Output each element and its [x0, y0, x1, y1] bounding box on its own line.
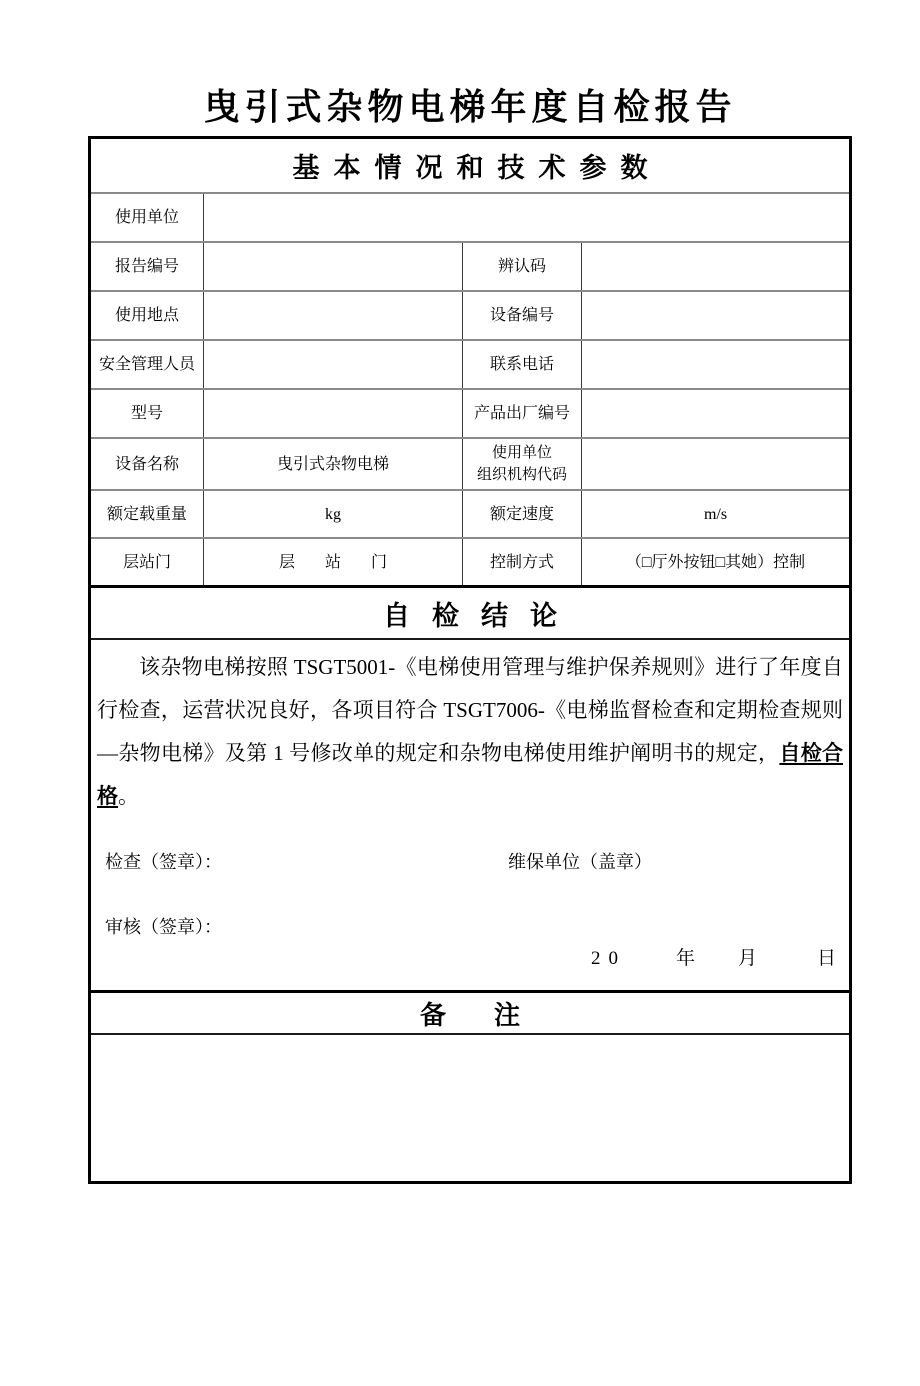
document-title: 曳引式杂物电梯年度自检报告 — [203, 87, 737, 127]
value-contact-phone — [581, 341, 849, 388]
label-floors-stations-doors: 层站门 — [122, 553, 171, 571]
conclusion-text-end: 。 — [118, 784, 139, 808]
row-model — [91, 388, 849, 437]
value-floors-stations-doors-text: 层站门 — [278, 553, 417, 571]
value-floors-stations-doors — [203, 539, 462, 585]
value-rated-speed-ms: m/s — [581, 491, 849, 537]
value-identification-code — [581, 243, 849, 290]
value-control-mode: （□厅外按钮□其她）控制 — [581, 539, 849, 585]
section-header-self-check-conclusion — [91, 585, 849, 638]
row-equipment-name — [91, 437, 849, 489]
section-header-remarks — [91, 990, 849, 1033]
section-header-basic-info-label: 基本情况和技术参数 — [292, 153, 662, 183]
label-use-location: 使用地点 — [114, 307, 179, 324]
document-page — [0, 84, 920, 1184]
value-factory-number — [581, 390, 849, 437]
value-rated-load-kg: kg — [203, 491, 462, 537]
row-use-location — [91, 290, 849, 339]
conclusion-paragraph — [91, 640, 849, 818]
signature-inspector: 检查（签章）： — [105, 852, 222, 872]
signature-reviewer: 审核（签章）： — [105, 917, 222, 937]
label-equipment-name: 设备名称 — [114, 455, 179, 473]
row-rated-load — [91, 489, 849, 537]
value-report-number — [203, 243, 462, 290]
conclusion-text: 该杂物电梯按照 TSGT5001-《电梯使用管理与维护保养规则》进行了年度自行检查，运营状况良好，各项目符合 TSGT7006-《电梯监督检查和定期检查规则—杂物电梯》及第 1 号修改单的规定和杂物电梯使用维护阐明书的规定， — [97, 655, 843, 765]
label-org-code — [462, 439, 581, 489]
label-rated-speed: 额定速度 — [462, 491, 581, 537]
value-equipment-number — [581, 292, 849, 339]
label-report-number: 报告编号 — [114, 258, 179, 275]
section-header-self-check-conclusion-label: 自检结论 — [383, 600, 579, 631]
date-year-char: 年 — [676, 948, 696, 969]
value-model — [203, 390, 462, 437]
label-equipment-number: 设备编号 — [462, 292, 581, 339]
label-use-unit: 使用单位 — [114, 209, 179, 226]
row-floors-stations-doors — [91, 537, 849, 585]
row-report-number — [91, 241, 849, 290]
label-org-code-line2: 组织机构代码 — [476, 467, 567, 483]
value-org-code — [581, 439, 849, 489]
label-rated-load: 额定载重量 — [106, 505, 187, 523]
label-contact-phone: 联系电话 — [462, 341, 581, 388]
row-safety-manager — [91, 339, 849, 388]
label-org-code-line1: 使用单位 — [491, 445, 552, 461]
date-month-char: 月 — [738, 948, 758, 969]
date-year-prefix: 20 — [591, 948, 626, 969]
label-org-code-lines — [477, 442, 567, 486]
row-use-unit — [91, 192, 849, 241]
date-day-char: 日 — [817, 948, 837, 969]
value-safety-manager — [203, 341, 462, 388]
label-factory-number: 产品出厂编号 — [462, 390, 581, 437]
remarks-body-empty — [91, 1033, 849, 1181]
conclusion-result-emphasis: 自检合格 — [97, 741, 844, 808]
self-check-conclusion-body — [91, 638, 849, 990]
section-header-remarks-label: 备注 — [419, 1000, 568, 1030]
label-identification-code: 辨认码 — [462, 243, 581, 290]
value-use-unit — [203, 194, 849, 241]
label-model: 型号 — [130, 405, 163, 422]
value-use-location — [203, 292, 462, 339]
report-table — [88, 136, 852, 1184]
date-line — [591, 943, 836, 970]
label-safety-manager: 安全管理人员 — [98, 356, 195, 373]
section-header-basic-info — [91, 139, 849, 192]
signature-maintenance-unit: 维保单位（盖章） — [508, 852, 652, 872]
value-equipment-name: 曳引式杂物电梯 — [203, 439, 462, 489]
label-control-mode: 控制方式 — [462, 539, 581, 585]
